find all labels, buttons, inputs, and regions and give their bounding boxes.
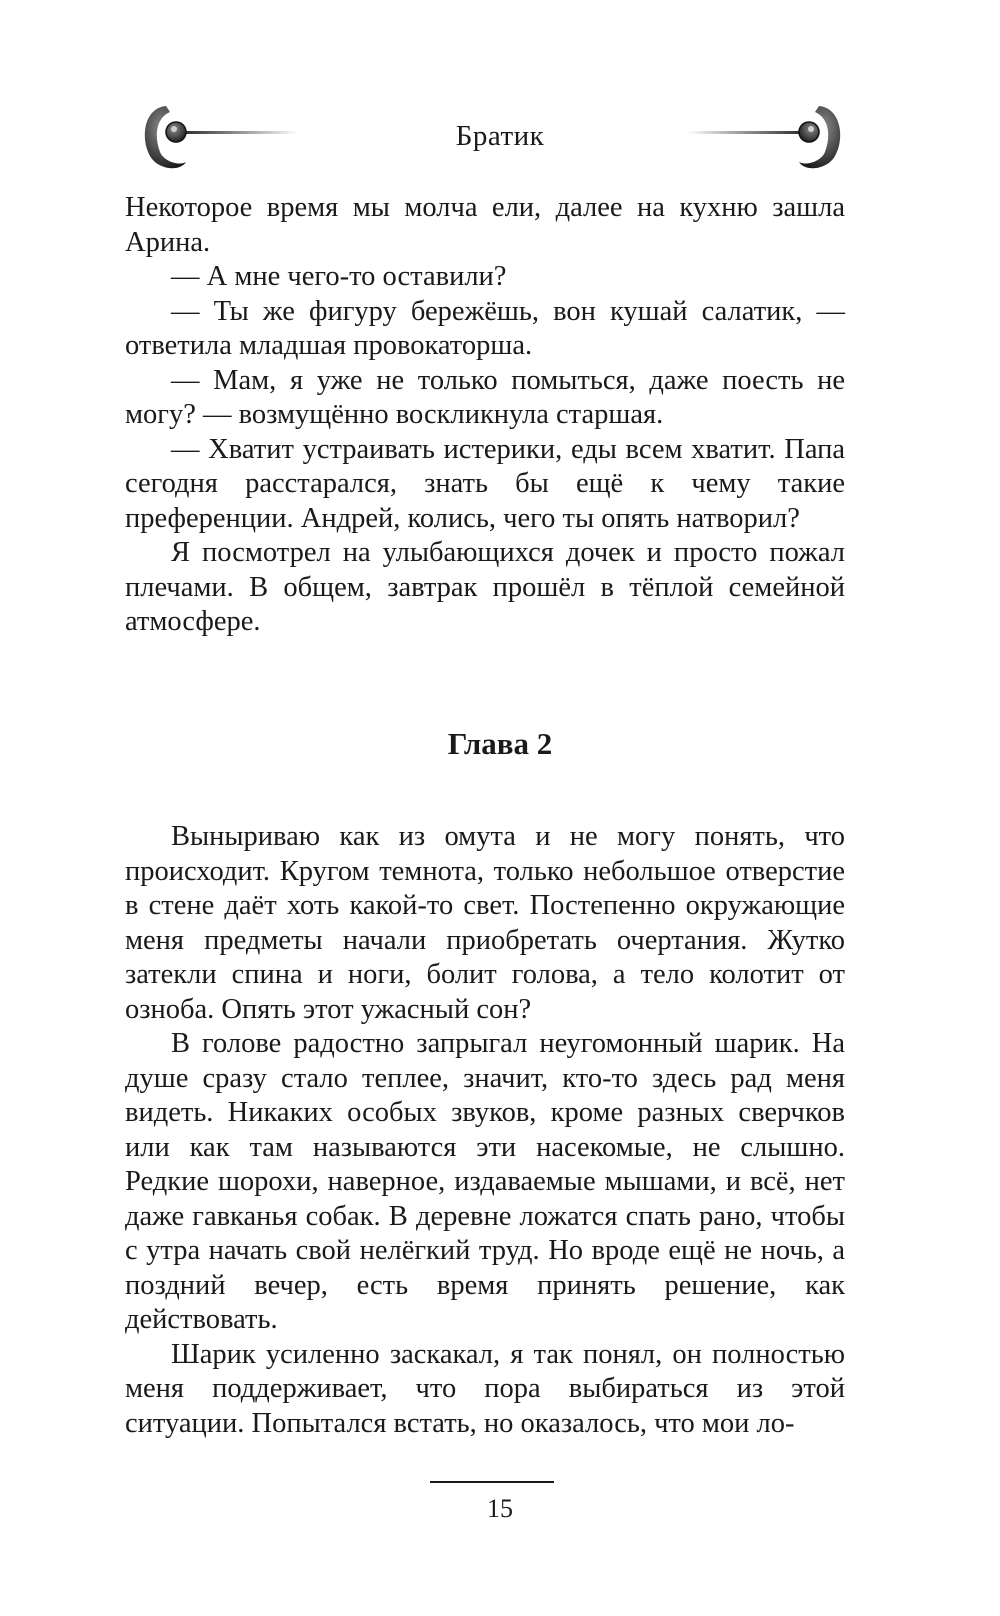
dialogue-line: — А мне чего-то оставили? [171, 261, 507, 292]
chapter-title: Глава 2 [447, 726, 553, 761]
dialogue-line: — Хватит устраивать истерики, еды всем хватит. Папа сегодня расстарался, знать бы ещё к чему такие преференции. Андрей, колись, чего ты опять натворил? [125, 433, 845, 534]
dialogue-line: — Ты же фигуру бережёшь, вон кушай салатик, — ответила младшая провокаторша. [125, 295, 845, 361]
paragraph: Я посмотрел на улыбающихся дочек и просто пожал плечами. В общем, завтрак прошёл в тёплой семейной атмосфере. [125, 537, 845, 637]
paragraph: Выныриваю как из омута и не могу понять, что происходит. Кругом темнота, только небольшое отверстие в стене даёт хоть какой-то свет. Постепенно окружающие меня предметы начали приобретать очертания. Жутко затекли спина и ноги, болит голова, а тело колотит от озноба. Опять этот ужасный сон? [125, 821, 845, 1025]
page-number: 15 [487, 1494, 513, 1523]
running-title: Братик [455, 120, 545, 152]
right-ornament-icon [685, 100, 845, 184]
paragraph: В голове радостно запрыгал неугомонный шарик. На душе сразу стало теплее, значит, кто-то здесь рад меня видеть. Никаких особых звуков, кроме разных сверчков или как там называются эти насекомые, не слышно. Редкие шорохи, наверное, издаваемые мышами, и всё, нет даже гавканья собак. В деревне ложатся спать рано, чтобы с утра начать свой нелёгкий труд. Но вроде ещё не ночь, а поздний вечер, есть время принять решение, как действовать. [125, 1028, 845, 1335]
running-header [0, 100, 1000, 180]
paragraph: Некоторое время мы молча ели, далее на кухню зашла Арина. [125, 192, 845, 258]
paragraph: Шарик усиленно заскакал, я так понял, он полностью меня поддерживает, что пора выбираться из этой ситуации. Попытался встать, но оказалось, что мои ло- [125, 1338, 845, 1439]
text-section-2 [125, 820, 845, 1441]
footer-divider [430, 1481, 554, 1483]
dialogue-line: — Мам, я уже не только помыться, даже поесть не могу? — возмущённо воскликнула старшая. [125, 364, 845, 430]
text-section-1 [125, 191, 845, 640]
